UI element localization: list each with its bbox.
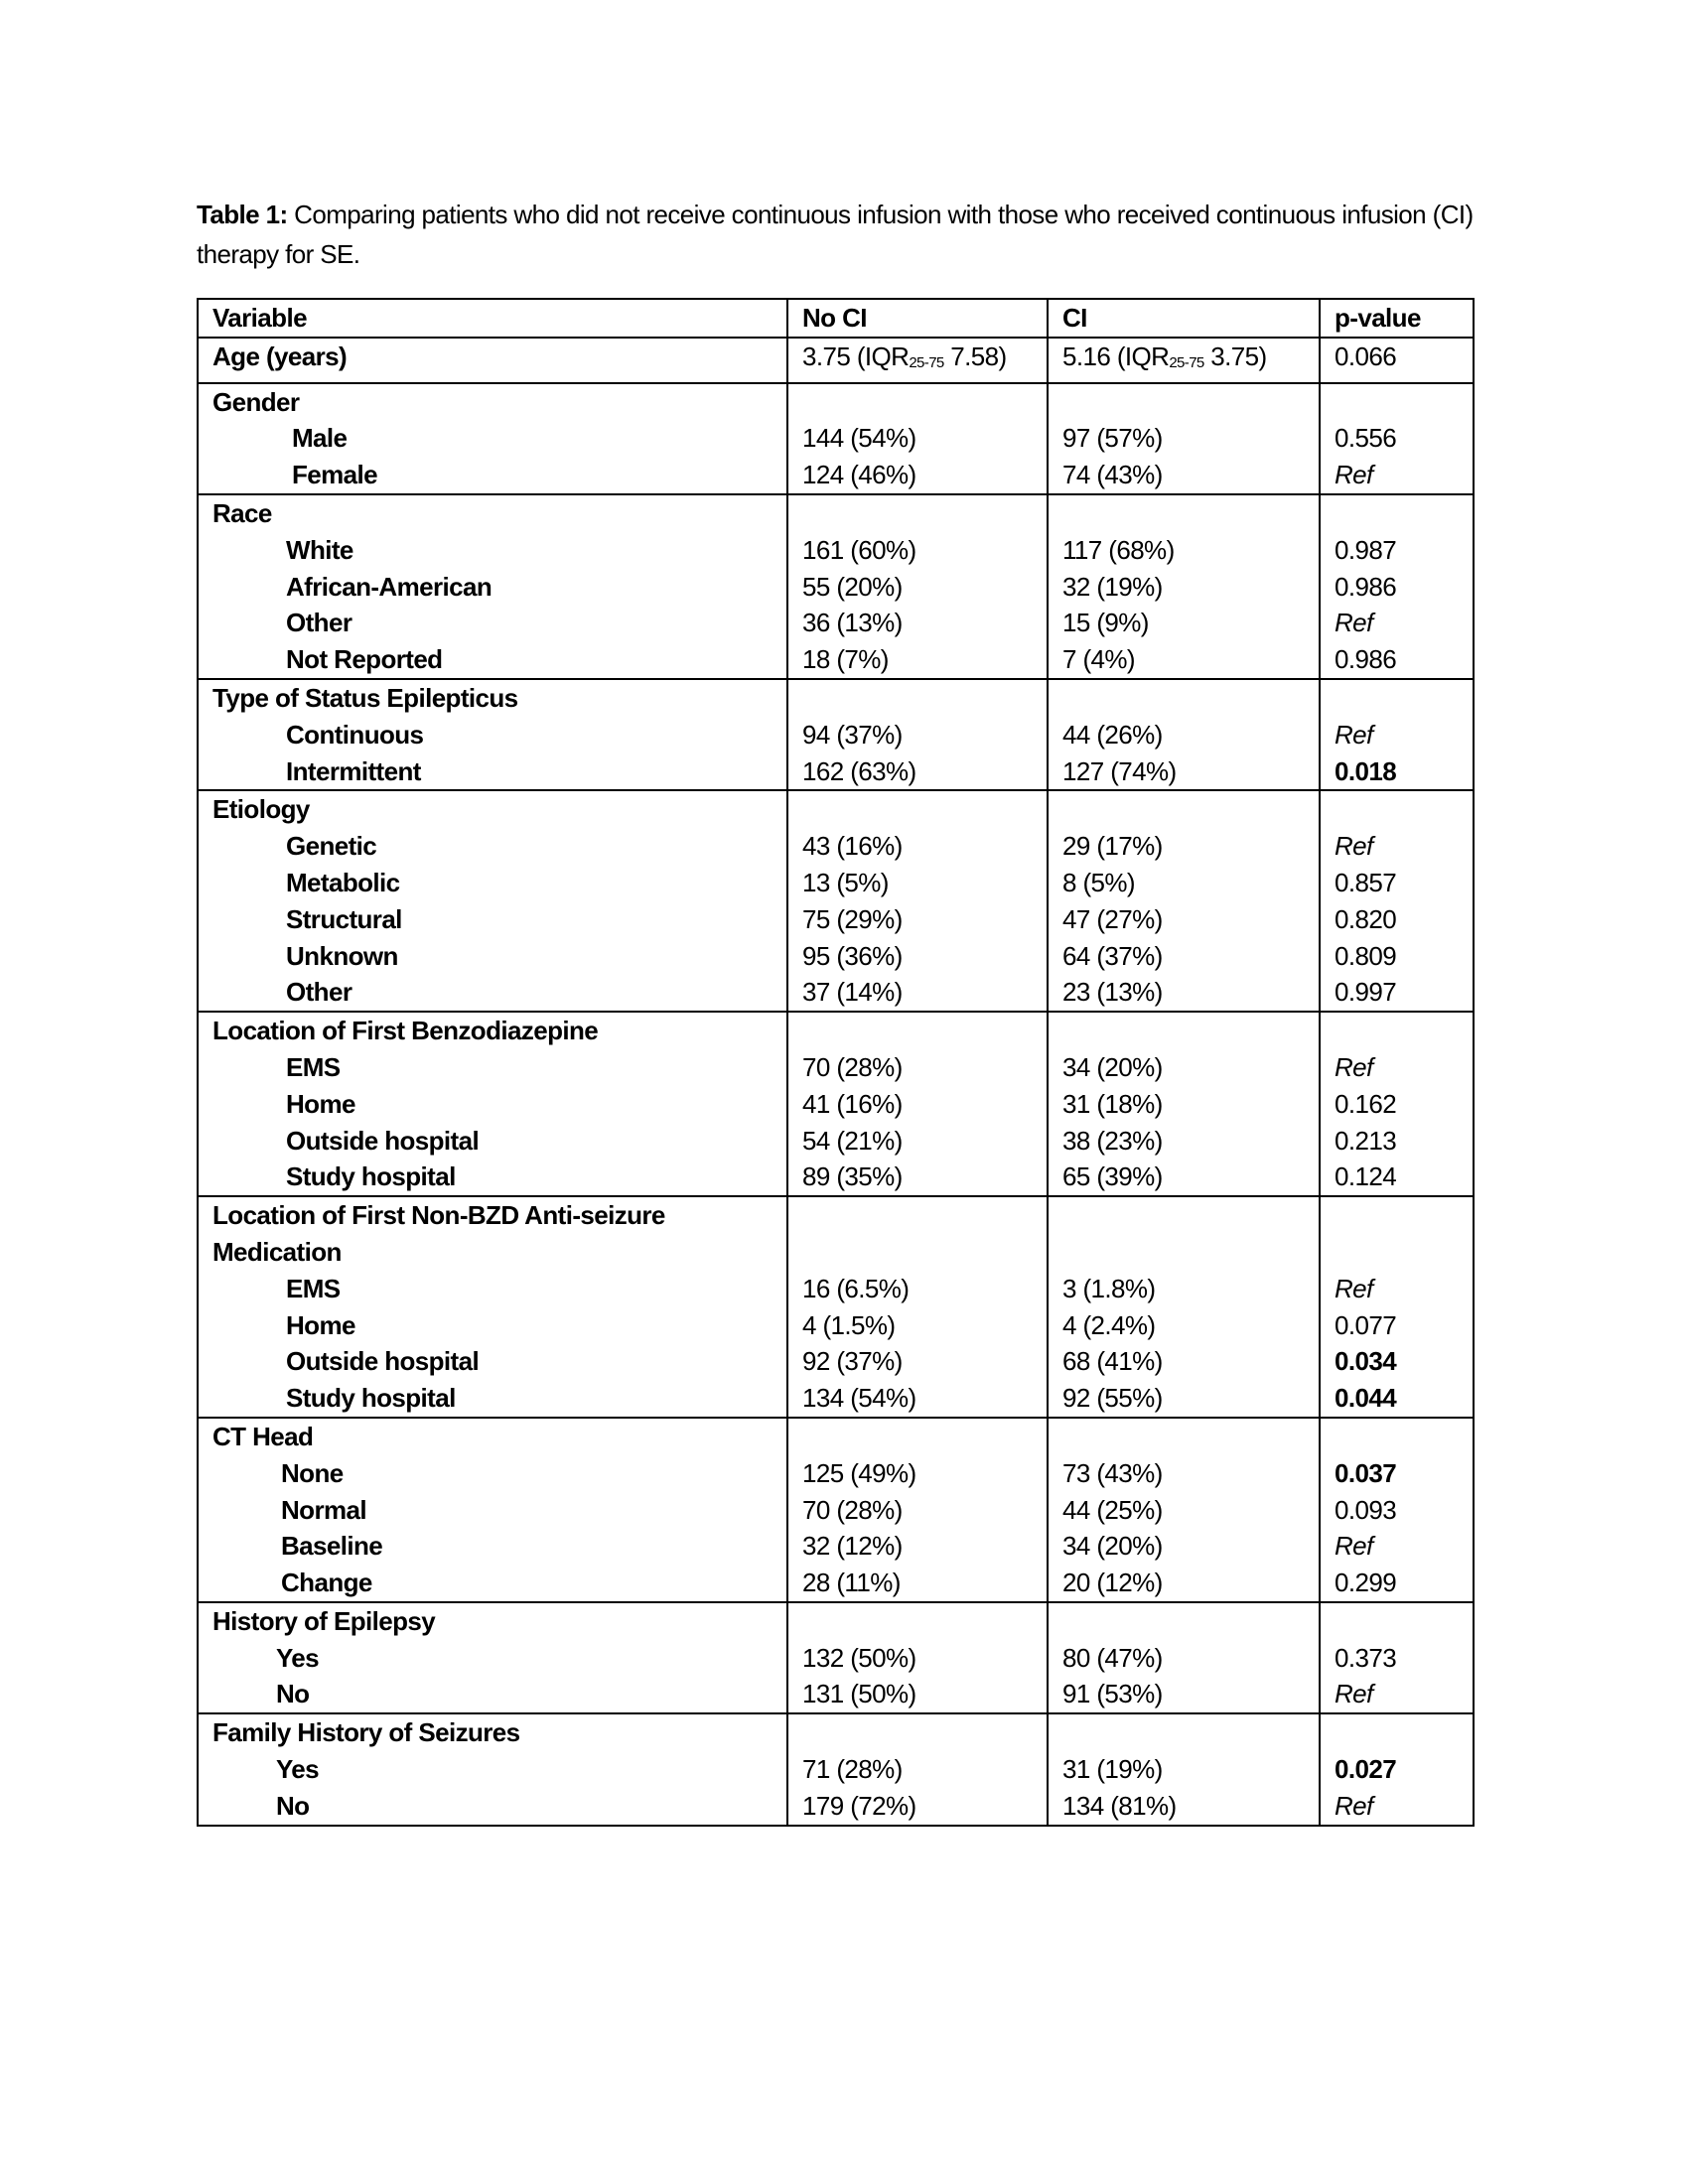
p-value-cell — [1320, 1418, 1474, 1602]
ci-value: 32 (19%) — [1062, 571, 1163, 602]
table-group — [198, 1602, 1474, 1713]
p-value: 0.820 — [1335, 903, 1397, 934]
p-value: 0.213 — [1335, 1125, 1397, 1156]
no-ci-value: 4 (1.5%) — [802, 1309, 896, 1340]
row-label: Male — [292, 423, 348, 454]
p-value: Ref — [1335, 1790, 1373, 1821]
row-label: Not Reported — [286, 644, 443, 675]
caption-text: Comparing patients who did not receive continuous infusion with those who received continuous infusion (CI) therapy for SE. — [197, 200, 1474, 269]
no-ci-value: 179 (72%) — [802, 1790, 916, 1821]
no-ci-value: 92 (37%) — [802, 1346, 903, 1377]
ci-value: 20 (12%) — [1062, 1568, 1163, 1598]
row-label: Genetic — [286, 831, 377, 862]
no-ci-cell — [787, 1602, 1048, 1713]
no-ci-value: 162 (63%) — [802, 755, 916, 786]
group-label: Gender — [212, 386, 300, 417]
p-value: 0.018 — [1335, 755, 1397, 786]
age-p-value: 0.066 — [1320, 338, 1474, 383]
p-value-cell — [1320, 1012, 1474, 1196]
no-ci-value: 89 (35%) — [802, 1161, 903, 1192]
no-ci-value: 94 (37%) — [802, 719, 903, 750]
ci-cell — [1048, 383, 1320, 494]
no-ci-value: 55 (20%) — [802, 571, 903, 602]
caption-label: Table 1: — [197, 200, 288, 229]
row-label: No — [276, 1790, 310, 1821]
row-label: Baseline — [281, 1531, 383, 1562]
ci-value: 34 (20%) — [1062, 1051, 1163, 1082]
ci-value: 3 (1.8%) — [1062, 1273, 1156, 1303]
p-value-cell — [1320, 494, 1474, 679]
p-value: 0.034 — [1335, 1346, 1397, 1377]
row-label: Unknown — [286, 940, 398, 971]
group-label: Location of First Non-BZD Anti-seizure — [212, 1200, 665, 1231]
ci-value: 92 (55%) — [1062, 1383, 1163, 1414]
ci-value: 8 (5%) — [1062, 867, 1135, 897]
p-value: Ref — [1335, 1051, 1373, 1082]
table-group — [198, 679, 1474, 790]
p-value: 0.027 — [1335, 1754, 1397, 1785]
ci-cell — [1048, 1418, 1320, 1602]
ci-value: 7 (4%) — [1062, 644, 1135, 675]
ci-value: 47 (27%) — [1062, 903, 1163, 934]
row-label: Other — [286, 608, 352, 638]
ci-value: 127 (74%) — [1062, 755, 1177, 786]
ci-value: 4 (2.4%) — [1062, 1309, 1156, 1340]
ci-value: 97 (57%) — [1062, 423, 1163, 454]
no-ci-cell — [787, 1713, 1048, 1825]
variable-cell — [198, 1602, 787, 1713]
p-value-cell — [1320, 1602, 1474, 1713]
no-ci-value: 28 (11%) — [802, 1568, 901, 1598]
p-value: 0.124 — [1335, 1161, 1397, 1192]
ci-value: 134 (81%) — [1062, 1790, 1177, 1821]
row-label: Outside hospital — [286, 1125, 480, 1156]
p-value: Ref — [1335, 719, 1373, 750]
row-label: None — [281, 1457, 344, 1488]
row-label: Female — [292, 460, 378, 490]
ci-cell — [1048, 790, 1320, 1012]
variable-cell — [198, 494, 787, 679]
no-ci-value: 70 (28%) — [802, 1494, 903, 1525]
no-ci-value: 70 (28%) — [802, 1051, 903, 1082]
no-ci-value: 75 (29%) — [802, 903, 903, 934]
p-value: 0.987 — [1335, 534, 1397, 565]
no-ci-value: 37 (14%) — [802, 977, 903, 1008]
no-ci-value: 54 (21%) — [802, 1125, 903, 1156]
ci-value: 38 (23%) — [1062, 1125, 1163, 1156]
ci-value: 80 (47%) — [1062, 1642, 1163, 1673]
no-ci-value: 132 (50%) — [802, 1642, 916, 1673]
row-label: Normal — [281, 1494, 366, 1525]
ci-value: 65 (39%) — [1062, 1161, 1163, 1192]
ci-value: 117 (68%) — [1062, 534, 1175, 565]
p-value: 0.556 — [1335, 423, 1397, 454]
p-value: 0.077 — [1335, 1309, 1397, 1340]
row-label: Yes — [276, 1642, 320, 1673]
p-value: 0.857 — [1335, 867, 1397, 897]
ci-cell — [1048, 1602, 1320, 1713]
no-ci-cell — [787, 679, 1048, 790]
group-label: Family History of Seizures — [212, 1717, 520, 1748]
p-value: 0.162 — [1335, 1088, 1397, 1119]
ci-value: 73 (43%) — [1062, 1457, 1163, 1488]
header-no-ci: No CI — [787, 299, 1048, 338]
ci-value: 91 (53%) — [1062, 1679, 1163, 1709]
row-label: Structural — [286, 903, 402, 934]
row-label: EMS — [286, 1051, 341, 1082]
table-group — [198, 1012, 1474, 1196]
ci-value: 44 (26%) — [1062, 719, 1163, 750]
group-label: Location of First Benzodiazepine — [212, 1016, 599, 1046]
ci-value: 31 (18%) — [1062, 1088, 1163, 1119]
age-ci: 5.16 ($IQR_{25-75}$ 3.75) — [1048, 338, 1320, 383]
ci-cell — [1048, 1713, 1320, 1825]
table-header-row — [198, 299, 1474, 338]
table-caption — [197, 195, 1477, 274]
no-ci-value: 36 (13%) — [802, 608, 903, 638]
no-ci-value: 13 (5%) — [802, 867, 889, 897]
variable-cell — [198, 1196, 787, 1418]
p-value: 0.986 — [1335, 571, 1397, 602]
row-label: Other — [286, 977, 352, 1008]
no-ci-value: 43 (16%) — [802, 831, 903, 862]
ci-value: 34 (20%) — [1062, 1531, 1163, 1562]
p-value-cell — [1320, 790, 1474, 1012]
no-ci-value: 161 (60%) — [802, 534, 916, 565]
row-label: Metabolic — [286, 867, 400, 897]
p-value: Ref — [1335, 608, 1373, 638]
group-label: CT Head — [212, 1421, 314, 1451]
no-ci-value: 71 (28%) — [802, 1754, 903, 1785]
p-value: Ref — [1335, 1679, 1373, 1709]
no-ci-value: 144 (54%) — [802, 423, 916, 454]
table-group — [198, 790, 1474, 1012]
variable-cell — [198, 383, 787, 494]
ci-value: 74 (43%) — [1062, 460, 1163, 490]
variable-cell — [198, 790, 787, 1012]
group-label: Medication — [212, 1236, 342, 1267]
row-label: Home — [286, 1309, 355, 1340]
group-label: History of Epilepsy — [212, 1605, 436, 1636]
table-group — [198, 494, 1474, 679]
ci-value: 29 (17%) — [1062, 831, 1163, 862]
no-ci-cell — [787, 1418, 1048, 1602]
row-label: White — [286, 534, 353, 565]
row-label: Study hospital — [286, 1161, 456, 1192]
table-group — [198, 1418, 1474, 1602]
p-value: 0.044 — [1335, 1383, 1397, 1414]
group-label: Etiology — [212, 794, 310, 825]
no-ci-value: 124 (46%) — [802, 460, 916, 490]
ci-value: 31 (19%) — [1062, 1754, 1163, 1785]
variable-cell — [198, 1418, 787, 1602]
no-ci-value: 16 (6.5%) — [802, 1273, 910, 1303]
variable-cell — [198, 1012, 787, 1196]
no-ci-cell — [787, 1012, 1048, 1196]
row-label: EMS — [286, 1273, 341, 1303]
group-label: Race — [212, 497, 272, 528]
no-ci-cell — [787, 383, 1048, 494]
ci-value: 23 (13%) — [1062, 977, 1163, 1008]
p-value-cell — [1320, 1196, 1474, 1418]
table-group — [198, 1196, 1474, 1418]
row-label: Age (years) — [212, 341, 348, 371]
p-value: Ref — [1335, 1273, 1373, 1303]
no-ci-value: 134 (54%) — [802, 1383, 916, 1414]
ci-value: 64 (37%) — [1062, 940, 1163, 971]
group-label: Type of Status Epilepticus — [212, 682, 518, 713]
no-ci-value: 125 (49%) — [802, 1457, 916, 1488]
variable-cell — [198, 1713, 787, 1825]
age-no-ci: 3.75 ($IQR_{25-75}$ 7.58) — [787, 338, 1048, 383]
variable-cell — [198, 679, 787, 790]
no-ci-value: 95 (36%) — [802, 940, 903, 971]
no-ci-value: 32 (12%) — [802, 1531, 903, 1562]
row-label: Continuous — [286, 719, 424, 750]
p-value: Ref — [1335, 831, 1373, 862]
p-value: 0.997 — [1335, 977, 1397, 1008]
ci-value: 44 (25%) — [1062, 1494, 1163, 1525]
ci-cell — [1048, 679, 1320, 790]
ci-cell — [1048, 1012, 1320, 1196]
ci-value: 15 (9%) — [1062, 608, 1149, 638]
p-value-cell — [1320, 1713, 1474, 1825]
p-value: 0.299 — [1335, 1568, 1397, 1598]
row-label: Intermittent — [286, 755, 421, 786]
row-label: Change — [281, 1568, 372, 1598]
ci-cell — [1048, 494, 1320, 679]
row-label: Outside hospital — [286, 1346, 480, 1377]
header-ci: CI — [1048, 299, 1320, 338]
p-value: 0.986 — [1335, 644, 1397, 675]
row-label: Home — [286, 1088, 355, 1119]
no-ci-cell — [787, 790, 1048, 1012]
p-value: 0.809 — [1335, 940, 1397, 971]
row-label: No — [276, 1679, 310, 1709]
table-group — [198, 1713, 1474, 1825]
ci-value: 68 (41%) — [1062, 1346, 1163, 1377]
header-p-value: p-value — [1320, 299, 1474, 338]
p-value: 0.037 — [1335, 1457, 1397, 1488]
comparison-table — [197, 298, 1475, 1827]
no-ci-cell — [787, 494, 1048, 679]
no-ci-cell — [787, 1196, 1048, 1418]
ci-cell — [1048, 1196, 1320, 1418]
p-value: Ref — [1335, 1531, 1373, 1562]
p-value: Ref — [1335, 460, 1373, 490]
row-label: Yes — [276, 1754, 320, 1785]
no-ci-value: 41 (16%) — [802, 1088, 903, 1119]
table-row-age — [198, 338, 1474, 383]
table-group — [198, 383, 1474, 494]
p-value: 0.373 — [1335, 1642, 1397, 1673]
row-label: Study hospital — [286, 1383, 456, 1414]
p-value-cell — [1320, 679, 1474, 790]
no-ci-value: 131 (50%) — [802, 1679, 916, 1709]
p-value-cell — [1320, 383, 1474, 494]
row-label: African-American — [286, 571, 492, 602]
header-variable: Variable — [198, 299, 787, 338]
p-value: 0.093 — [1335, 1494, 1397, 1525]
no-ci-value: 18 (7%) — [802, 644, 889, 675]
